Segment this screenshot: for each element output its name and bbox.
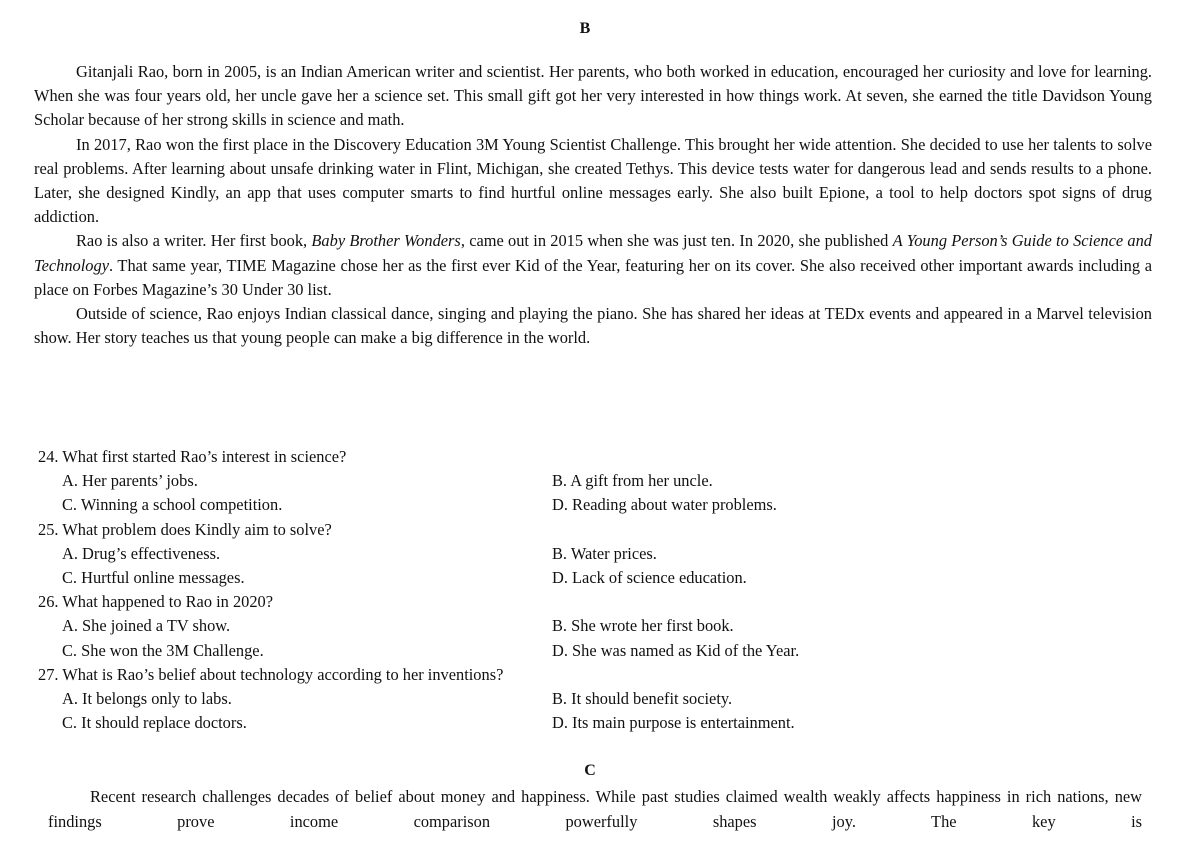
question-24 [38, 445, 1158, 518]
question-stem: 27. What is Rao’s belief about technology according to her inventions? [38, 664, 504, 684]
passage-b [34, 60, 1152, 350]
question-27 [38, 663, 1158, 736]
book-title-baby-brother-wonders: Baby Brother Wonders [311, 231, 461, 251]
option-d: D. Reading about water problems. [552, 495, 777, 515]
book-title-young-persons-guide: A Young Person’s Guide to Science and Technology [34, 231, 1152, 275]
option-a: A. Her parents’ jobs. [62, 471, 198, 491]
question-stem: 26. What happened to Rao in 2020? [38, 592, 274, 612]
passage-b-paragraph-4: Outside of science, Rao enjoys Indian classical dance, singing and playing the piano. She has shared her ideas at TEDx events and appeared in a Marvel television show. Her story teaches us that young people can make a big difference in the world. [34, 304, 1152, 348]
option-d: D. Its main purpose is entertainment. [552, 713, 795, 733]
passage-b-paragraph-3 [34, 229, 1152, 302]
option-grid [38, 469, 1158, 517]
section-b-title: B [579, 20, 591, 37]
question-list [38, 445, 1158, 735]
question-25 [38, 518, 1158, 591]
question-stem: 24. What first started Rao’s interest in science? [38, 447, 347, 466]
option-c: C. It should replace doctors. [62, 713, 247, 733]
option-a: A. She joined a TV show. [62, 616, 231, 636]
option-c: C. Hurtful online messages. [62, 568, 245, 588]
option-c: C. She won the 3M Challenge. [62, 640, 264, 660]
paragraph-3-text-1: Rao is also a writer. Her first book, [76, 231, 312, 251]
option-d: D. Lack of science education. [552, 568, 747, 588]
passage-b-paragraph-2: In 2017, Rao won the first place in the Discovery Education 3M Young Scientist Challenge. This brought her wide attention. She decided to use her talents to solve real problems. After learning about unsafe drinking water in Flint, Michigan, she created Tethys. This device tests water for dangerous lead and sends results to a phone. Later, she designed Kindly, an app that uses computer smarts to find hurtful online messages early. She also built Epione, a tool to help doctors spot signs of drug addiction. [34, 134, 1152, 227]
question-stem: 25. What problem does Kindly aim to solve? [38, 519, 332, 539]
option-d: D. She was named as Kid of the Year. [552, 640, 800, 660]
passage-c-paragraph-1: Recent research challenges decades of belief about money and happiness. While past studies claimed wealth weakly affects happiness in rich nations, new findings prove income comparison powerfully shapes joy. The key is [48, 787, 1142, 831]
option-b: B. She wrote her first book. [552, 616, 734, 636]
question-26 [38, 590, 1158, 663]
option-b: B. It should benefit society. [552, 689, 733, 709]
paragraph-3-text-2: , came out in 2015 when she was just ten. In 2020, she published [460, 231, 893, 251]
option-a: A. Drug’s effectiveness. [62, 543, 221, 563]
section-c-title: C [584, 762, 596, 779]
option-c: C. Winning a school competition. [62, 495, 283, 515]
option-grid [38, 542, 1158, 590]
option-b: B. Water prices. [552, 543, 657, 563]
option-grid [38, 614, 1158, 662]
option-b: B. A gift from her uncle. [552, 471, 713, 491]
option-a: A. It belongs only to labs. [62, 689, 232, 709]
passage-c [48, 785, 1142, 834]
paragraph-3-text-3: . That same year, TIME Magazine chose her as the first ever Kid of the Year, featuring her on its cover. She also received other important awards including a place on Forbes Magazine’s 30 Under 30 list. [34, 255, 1152, 299]
option-grid [38, 687, 1158, 735]
passage-b-paragraph-1: Gitanjali Rao, born in 2005, is an Indian American writer and scientist. Her parents, who both worked in education, encouraged her curiosity and love for learning. When she was four years old, her uncle gave her a science set. This small gift got her very interested in how things work. At seven, she earned the title Davidson Young Scholar because of her strong skills in science and math. [34, 62, 1152, 130]
